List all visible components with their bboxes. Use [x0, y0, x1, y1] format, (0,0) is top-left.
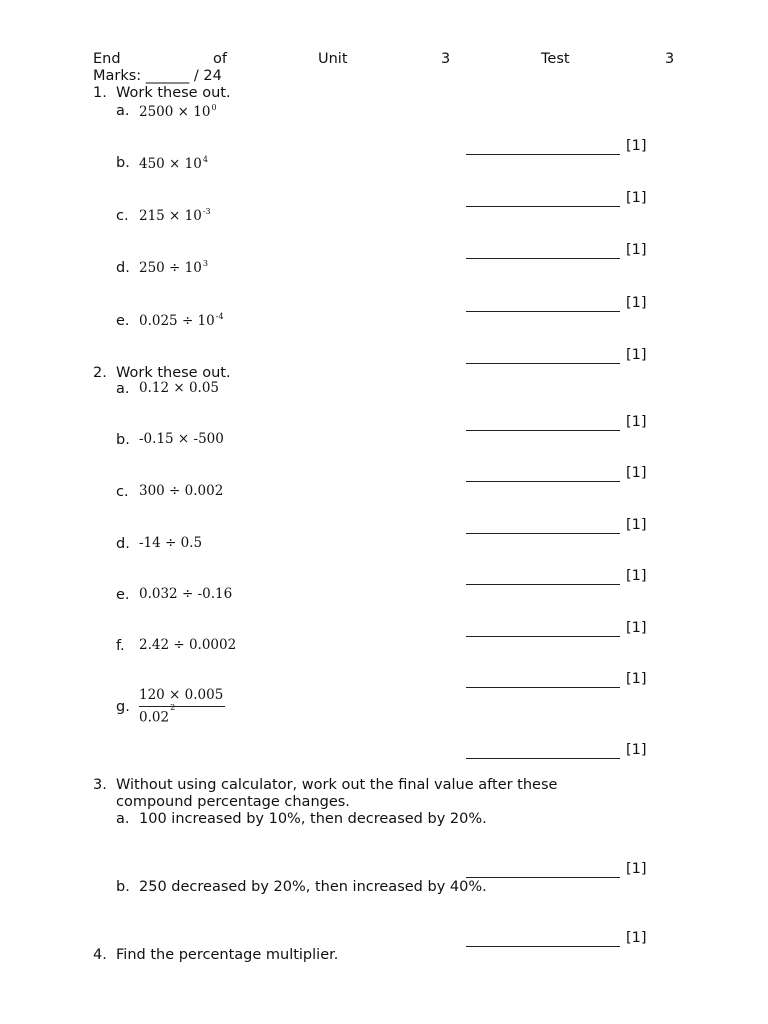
- q2b-expression: -0.15 × -500: [139, 431, 224, 447]
- q2e-answer-line[interactable]: [466, 636, 620, 637]
- q1b-answer-line[interactable]: [466, 206, 620, 207]
- question-2-number: 2.: [93, 365, 107, 381]
- q1b-letter: b.: [116, 155, 130, 171]
- title-word-test-number: 3: [665, 51, 675, 67]
- q2d-expression: -14 ÷ 0.5: [139, 535, 203, 551]
- q3b-mark: [1]: [626, 930, 647, 946]
- q3b-answer-line[interactable]: [466, 946, 620, 947]
- q1c-expression: $215 \times 10^{-3}$: [139, 207, 211, 224]
- question-1-number: 1.: [93, 85, 107, 101]
- q2e-letter: e.: [116, 587, 130, 603]
- q2f-expression: 2.42 ÷ 0.0002: [139, 637, 237, 653]
- question-3-text-line-2: compound percentage changes.: [116, 794, 350, 810]
- q1d-expression: $250 \div 10^3$: [139, 259, 208, 276]
- q1c-letter: c.: [116, 208, 129, 224]
- title-word-test: Test: [541, 51, 570, 67]
- q3b-text: 250 decreased by 20%, then increased by 40%.: [139, 879, 487, 895]
- q1b-expression: $450 \times 10^4$: [139, 155, 208, 172]
- q3b-letter: b.: [116, 879, 130, 895]
- marks-total: Marks: ______ / 24: [93, 68, 222, 84]
- question-1-text: Work these out.: [116, 85, 231, 101]
- question-4-text: Find the percentage multiplier.: [116, 947, 339, 963]
- q1d-mark: [1]: [626, 295, 647, 311]
- q2a-expression: 0.12 × 0.05: [139, 380, 220, 396]
- title-word-unit-number: 3: [441, 51, 451, 67]
- q2d-mark: [1]: [626, 568, 647, 584]
- q1c-mark: [1]: [626, 242, 647, 258]
- q2c-answer-line[interactable]: [466, 533, 620, 534]
- q2c-letter: c.: [116, 484, 129, 500]
- q2c-expression: 300 ÷ 0.002: [139, 483, 224, 499]
- q1b-mark: [1]: [626, 190, 647, 206]
- q1d-answer-line[interactable]: [466, 311, 620, 312]
- q1e-letter: e.: [116, 313, 130, 329]
- question-3-number: 3.: [93, 777, 107, 793]
- q1a-expression: $2500 \times 10^0$: [139, 103, 217, 120]
- q1a-letter: a.: [116, 103, 130, 119]
- q3a-answer-line[interactable]: [466, 877, 620, 878]
- q2c-mark: [1]: [626, 517, 647, 533]
- question-2-text: Work these out.: [116, 365, 231, 381]
- q3a-letter: a.: [116, 811, 130, 827]
- q2g-denominator: 0.02$^2$: [139, 703, 176, 726]
- q2e-expression: 0.032 ÷ -0.16: [139, 586, 233, 602]
- question-4-number: 4.: [93, 947, 107, 963]
- title-word-unit: Unit: [318, 51, 348, 67]
- q2d-letter: d.: [116, 536, 130, 552]
- q2f-letter: f.: [116, 638, 125, 654]
- q2f-answer-line[interactable]: [466, 687, 620, 688]
- q2b-mark: [1]: [626, 465, 647, 481]
- q2b-answer-line[interactable]: [466, 481, 620, 482]
- q1d-letter: d.: [116, 260, 130, 276]
- question-3-text-line-1: Without using calculator, work out the final value after these: [116, 777, 558, 793]
- q3a-text: 100 increased by 10%, then decreased by 20%.: [139, 811, 487, 827]
- q2b-letter: b.: [116, 432, 130, 448]
- q2d-answer-line[interactable]: [466, 584, 620, 585]
- q1c-answer-line[interactable]: [466, 258, 620, 259]
- q2a-answer-line[interactable]: [466, 430, 620, 431]
- q2f-mark: [1]: [626, 671, 647, 687]
- q1e-expression: $0.025 \div 10^{-4}$: [139, 312, 224, 329]
- q2g-mark: [1]: [626, 742, 647, 758]
- q2g-fraction-bar: [139, 706, 225, 707]
- q2a-letter: a.: [116, 381, 130, 397]
- q2g-letter: g.: [116, 699, 130, 715]
- q1e-answer-line[interactable]: [466, 363, 620, 364]
- q1a-answer-line[interactable]: [466, 154, 620, 155]
- q3a-mark: [1]: [626, 861, 647, 877]
- title-word-end: End: [93, 51, 121, 67]
- q2e-mark: [1]: [626, 620, 647, 636]
- q1e-mark: [1]: [626, 347, 647, 363]
- q2g-numerator: 120 × 0.005: [139, 687, 224, 703]
- title-word-of: of: [213, 51, 227, 67]
- q1a-mark: [1]: [626, 138, 647, 154]
- q2a-mark: [1]: [626, 414, 647, 430]
- q2g-answer-line[interactable]: [466, 758, 620, 759]
